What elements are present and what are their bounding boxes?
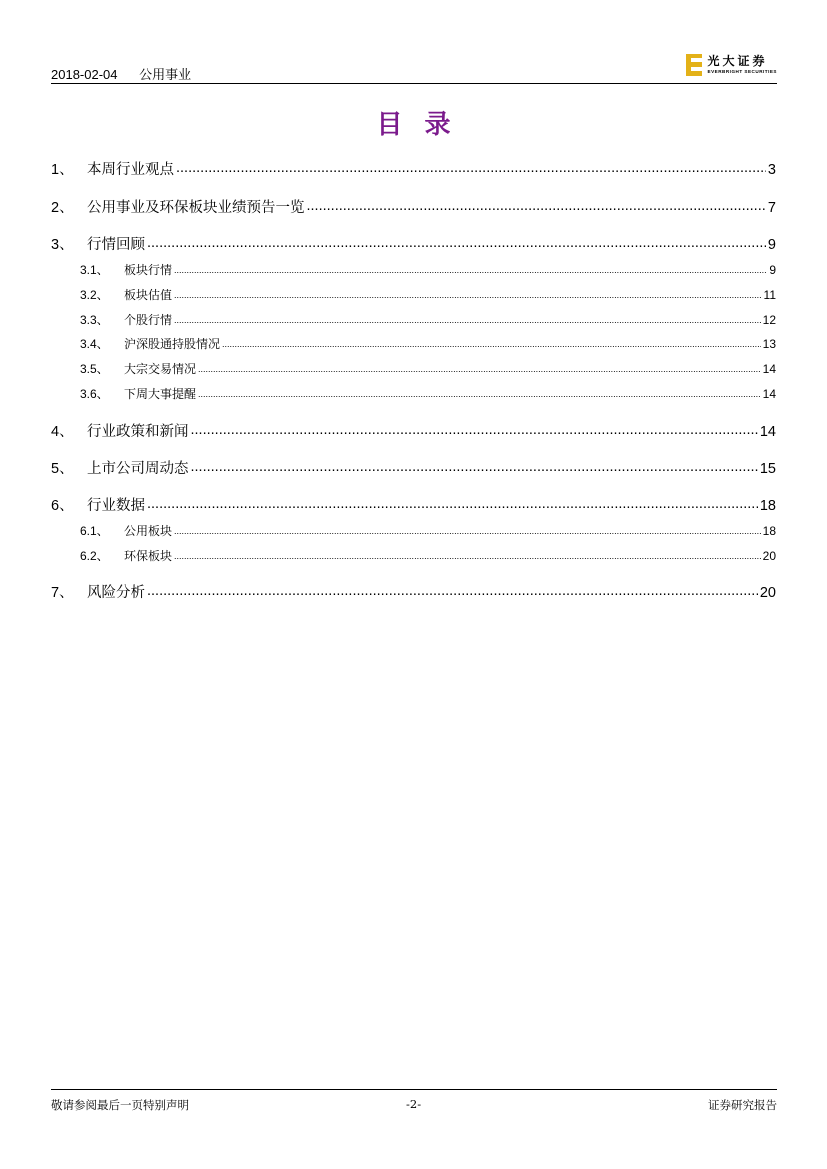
toc-page: 18 [762,524,776,538]
toc-page: 9 [767,237,776,253]
toc-page: 3 [767,162,776,178]
toc-number: 3.6、 [80,387,109,401]
toc-item-6-1[interactable] [51,522,776,539]
toc-page: 15 [759,461,776,477]
toc-page: 12 [762,313,776,327]
toc-page: 14 [759,424,776,440]
toc-number: 3.2、 [80,288,109,302]
toc-leader [198,386,761,398]
toc-label: 本周行业观点 [87,162,174,178]
toc-number: 5、 [51,461,74,477]
page-header [51,55,777,84]
toc-leader [147,496,758,511]
toc-leader [147,235,766,250]
toc-item-2[interactable] [51,196,776,217]
toc-leader [198,361,761,373]
logo-text [708,55,777,75]
toc-number: 2、 [51,200,74,216]
toc-label: 下周大事提醒 [124,387,197,401]
toc-label: 环保板块 [124,549,173,563]
toc-page: 11 [763,288,776,302]
toc-number: 3.4、 [80,337,109,351]
toc-leader [222,336,761,348]
toc-page: 20 [762,549,776,563]
report-sector: 公用事业 [139,67,192,82]
toc-leader [174,548,761,560]
toc-number: 1、 [51,162,74,178]
toc-page: 9 [769,263,776,277]
toc-page: 13 [762,337,776,351]
toc-item-6[interactable] [51,494,776,515]
toc-leader [307,198,766,213]
toc-title: 目录 [376,110,473,140]
toc-label: 公用事业及环保板块业绩预告一览 [87,200,305,216]
logo-chinese: 光大证券 [707,54,768,69]
toc-leader [176,160,766,175]
toc-number: 6、 [51,498,74,514]
report-date: 2018-02-04 [51,67,118,82]
footer-report-type: 证券研究报告 [708,1098,777,1112]
toc-label: 风险分析 [87,585,145,601]
toc-item-4[interactable] [51,420,776,441]
toc-number: 3.1、 [80,263,109,277]
toc-label: 行业数据 [87,498,145,514]
everbright-logo-icon [686,54,702,76]
toc-leader [147,583,758,598]
toc-item-6-2[interactable] [51,547,776,564]
toc-label: 板块估值 [124,288,173,302]
toc-number: 6.1、 [80,524,109,538]
toc-number: 3.3、 [80,313,109,327]
toc-leader [174,287,762,299]
toc-number: 6.2、 [80,549,109,563]
toc-item-3-2[interactable] [51,286,776,303]
toc-number: 3.5、 [80,362,109,376]
toc-item-3-4[interactable] [51,335,776,352]
toc-label: 行情回顾 [87,237,145,253]
toc-item-7[interactable] [51,581,776,602]
toc-leader [174,312,761,324]
page-footer [51,1089,777,1114]
logo-english: EVERBRIGHT SECURITIES [707,69,777,75]
toc-label: 沪深股通持股情况 [124,337,221,351]
toc-label: 大宗交易情况 [124,362,197,376]
toc-page: 14 [762,387,776,401]
toc-item-3-1[interactable] [51,261,776,278]
header-info [51,64,191,83]
toc-item-3-5[interactable] [51,360,776,377]
toc-leader [174,262,767,274]
toc-number: 4、 [51,424,74,440]
toc-page: 7 [767,200,776,216]
toc-item-3[interactable] [51,233,776,254]
toc-leader [191,459,758,474]
footer-page-number: -2- [406,1097,422,1111]
toc-leader [174,523,761,535]
toc-label: 上市公司周动态 [87,461,189,477]
footer-disclaimer: 敬请参阅最后一页特别声明 [51,1098,189,1112]
toc-label: 公用板块 [124,524,173,538]
company-logo [686,52,777,78]
toc-item-3-6[interactable] [51,385,776,402]
toc-number: 7、 [51,585,74,601]
toc-item-5[interactable] [51,457,776,478]
toc-label: 个股行情 [124,313,173,327]
toc-item-1[interactable] [51,158,776,179]
toc-page: 14 [762,362,776,376]
toc-leader [191,422,758,437]
toc-page: 18 [759,498,776,514]
toc-page: 20 [759,585,776,601]
toc-label: 板块行情 [124,263,173,277]
toc-number: 3、 [51,237,74,253]
toc-label: 行业政策和新闻 [87,424,189,440]
toc-item-3-3[interactable] [51,311,776,328]
